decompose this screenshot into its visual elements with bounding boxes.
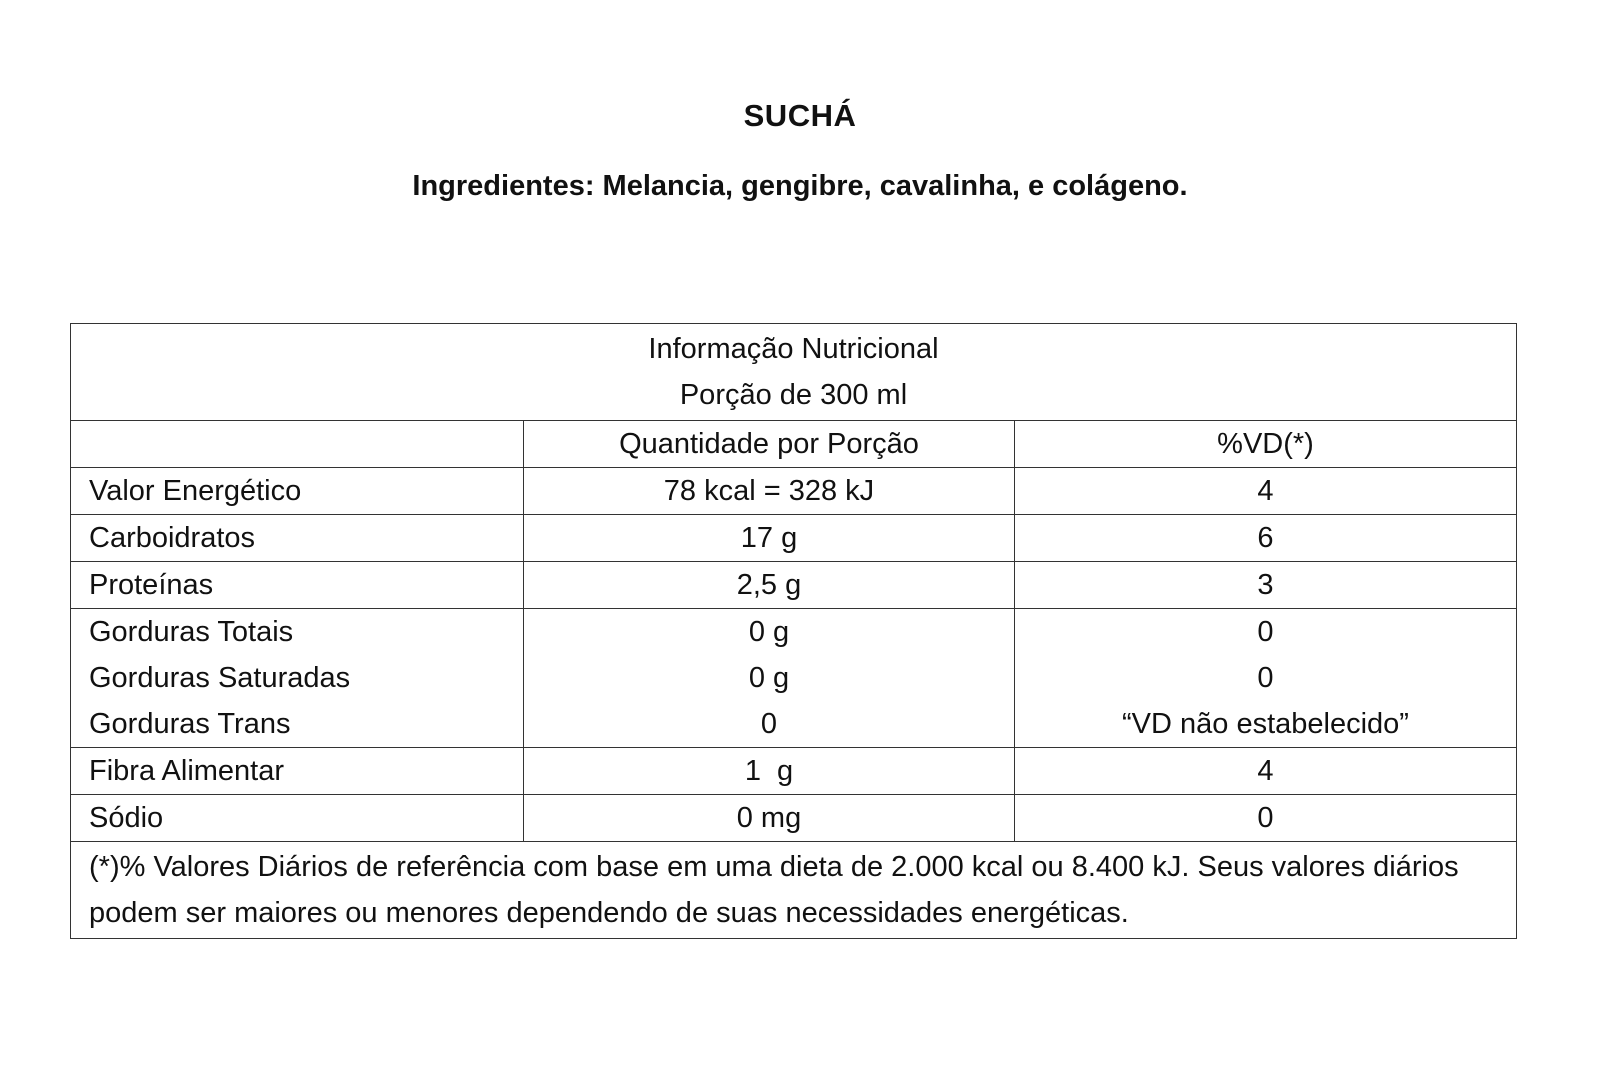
row-vd: 4 — [1015, 468, 1517, 515]
row-name: Fibra Alimentar — [71, 748, 524, 795]
row-amount: 0 g — [748, 616, 790, 648]
row-vd: 0 — [1015, 795, 1517, 842]
row-amount: 0 mg — [524, 795, 1015, 842]
row-vd: 0 — [1257, 616, 1274, 648]
row-name: Carboidratos — [71, 515, 524, 562]
row-amount: 17 g — [524, 515, 1015, 562]
fats-names-cell — [71, 609, 524, 748]
row-amount: 1 g — [524, 748, 1015, 795]
table-header-cell — [71, 324, 1517, 421]
column-header-vd: %VD(*) — [1015, 421, 1517, 468]
table-row — [71, 795, 1517, 842]
row-amount: 0 g — [748, 662, 790, 694]
column-header-quantity: Quantidade por Porção — [524, 421, 1015, 468]
footnote: (*)% Valores Diários de referência com base em uma dieta de 2.000 kcal ou 8.400 kJ. Seus valores diários podem ser maiores ou menores dependendo de suas necessidades energéticas. — [71, 842, 1517, 939]
product-title: SUCHÁ — [743, 98, 857, 133]
row-name: Gorduras Trans — [89, 708, 291, 740]
row-vd: 0 — [1257, 662, 1274, 694]
row-amount: 2,5 g — [524, 562, 1015, 609]
row-amount: 0 — [760, 708, 778, 740]
table-row — [71, 515, 1517, 562]
table-header-title: Informação Nutricional — [648, 333, 939, 365]
row-name: Sódio — [71, 795, 524, 842]
fats-vd-cell — [1015, 609, 1517, 748]
row-name: Gorduras Totais — [89, 616, 294, 648]
row-vd: 6 — [1015, 515, 1517, 562]
footnote-row — [71, 842, 1517, 939]
table-row-fats — [71, 609, 1517, 748]
table-row — [71, 468, 1517, 515]
ingredients-line: Ingredientes: Melancia, gengibre, cavalinha, e colágeno. — [412, 170, 1188, 202]
row-vd: 3 — [1015, 562, 1517, 609]
row-name: Proteínas — [71, 562, 524, 609]
table-header-portion: Porção de 300 ml — [679, 379, 908, 411]
column-header-empty — [71, 421, 524, 468]
fats-amounts-cell — [524, 609, 1015, 748]
table-header-row — [71, 324, 1517, 421]
column-header-row — [71, 421, 1517, 468]
row-name: Gorduras Saturadas — [89, 662, 351, 694]
row-amount: 78 kcal = 328 kJ — [524, 468, 1015, 515]
table-row — [71, 562, 1517, 609]
table-row — [71, 748, 1517, 795]
nutrition-table — [70, 323, 1517, 939]
row-vd: 4 — [1015, 748, 1517, 795]
row-vd: “VD não estabelecido” — [1122, 708, 1409, 740]
row-name: Valor Energético — [71, 468, 524, 515]
